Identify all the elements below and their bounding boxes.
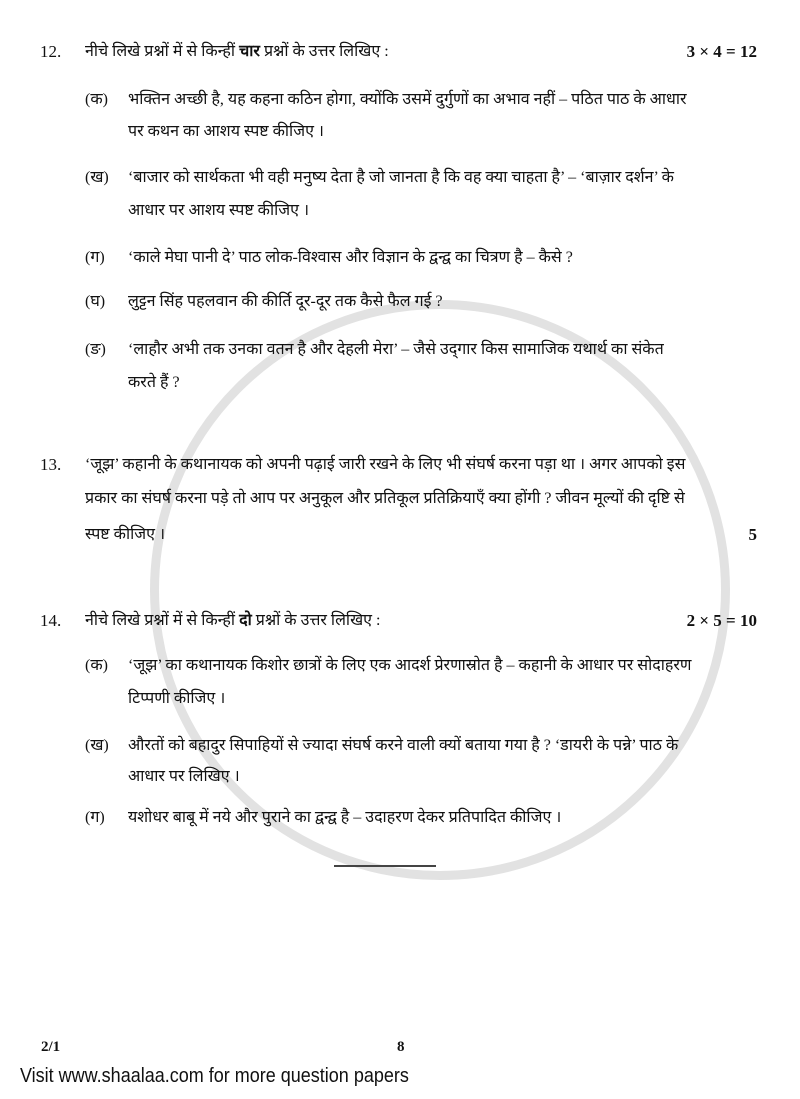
part-line: [40, 340, 757, 360]
page-number: 8: [397, 1039, 405, 1055]
question-number: 14.: [40, 611, 62, 630]
question-number: 12.: [40, 42, 62, 61]
part-text: लुट्टन सिंह पहलवान की कीर्ति दूर-दूर तक कैसे फैल गई ?: [128, 293, 443, 310]
part-text: टिप्पणी कीजिए ।: [128, 690, 226, 707]
question-marks: 3 × 4 = 12: [686, 42, 757, 61]
question-14-header: [40, 611, 757, 631]
part-text: आधार पर आशय स्पष्ट कीजिए ।: [128, 202, 310, 219]
part-text: करते हैं ?: [128, 374, 180, 391]
paper-code: 2/1: [41, 1039, 61, 1055]
part-text: यशोधर बाबू में नये और पुराने का द्वन्द्व है – उदाहरण देकर प्रतिपादित कीजिए ।: [128, 809, 562, 826]
part-text: औरतों को बहादुर सिपाहियों से ज्यादा संघर्ष करने वाली क्यों बताया गया है ? ‘डायरी के पन्ने’ पाठ के: [128, 737, 679, 754]
question-12-header: [40, 42, 757, 62]
question-text: प्रकार का संघर्ष करना पड़े तो आप पर अनुकूल और प्रतिकूल प्रतिक्रियाएँ क्या होंगी ? जीवन मूल्यों की दृष्टि से: [85, 490, 685, 507]
question-text: ‘जूझ’ कहानी के कथानायक को अपनी पढ़ाई जारी रखने के लिए भी संघर्ष करना पड़ा था । अगर आपको इस: [85, 456, 686, 473]
part-text: आधार पर लिखिए ।: [128, 768, 240, 785]
end-rule: [334, 865, 436, 867]
part-line: [40, 656, 757, 676]
question-marks: 5: [748, 525, 757, 544]
question-text: स्पष्ट कीजिए ।: [85, 526, 166, 543]
part-line: [40, 808, 757, 828]
part-label: (ग): [85, 249, 105, 266]
part-label: (क): [85, 91, 108, 108]
question-instruction: नीचे लिखे प्रश्नों में से किन्हीं चार प्रश्नों के उत्तर लिखिए :: [85, 43, 389, 60]
part-line: [40, 248, 757, 268]
part-line: [40, 90, 757, 110]
question-marks: 2 × 5 = 10: [686, 611, 757, 630]
part-label: (ख): [85, 169, 109, 186]
part-label: (ख): [85, 737, 109, 754]
part-label: (क): [85, 657, 108, 674]
part-line: [40, 736, 757, 756]
part-label: (ङ): [85, 341, 106, 358]
question-list: [40, 42, 757, 867]
part-text: ‘काले मेघा पानी दे’ पाठ लोक-विश्वास और विज्ञान के द्वन्द्व का चित्रण है – कैसे ?: [128, 249, 573, 266]
part-text: भक्तिन अच्छी है, यह कहना कठिन होगा, क्योंकि उसमें दुर्गुणों का अभाव नहीं – पठित पाठ के आधार: [128, 91, 687, 108]
question-instruction: नीचे लिखे प्रश्नों में से किन्हीं दो प्रश्नों के उत्तर लिखिए :: [85, 612, 381, 629]
part-text: पर कथन का आशय स्पष्ट कीजिए ।: [128, 123, 324, 140]
visit-link[interactable]: Visit www.shaalaa.com for more question papers: [20, 1065, 409, 1087]
question-number: 13.: [40, 455, 62, 474]
question-line: [40, 525, 757, 545]
question-line: [40, 455, 757, 475]
part-label: (घ): [85, 293, 106, 310]
part-text: ‘बाजार को सार्थकता भी वही मनुष्य देता है जो जानता है कि वह क्या चाहता है’ – ‘बाज़ार दर्शन’ के: [128, 169, 674, 186]
part-line: [40, 168, 757, 188]
part-text: ‘लाहौर अभी तक उनका वतन है और देहली मेरा’ – जैसे उद्‌गार किस सामाजिक यथार्थ का संकेत: [128, 341, 664, 358]
part-text: ‘जूझ’ का कथानायक किशोर छात्रों के लिए एक आदर्श प्रेरणास्रोत है – कहानी के आधार पर सोदाहरण: [128, 657, 692, 674]
part-label: (ग): [85, 809, 105, 826]
part-line: [40, 292, 757, 312]
